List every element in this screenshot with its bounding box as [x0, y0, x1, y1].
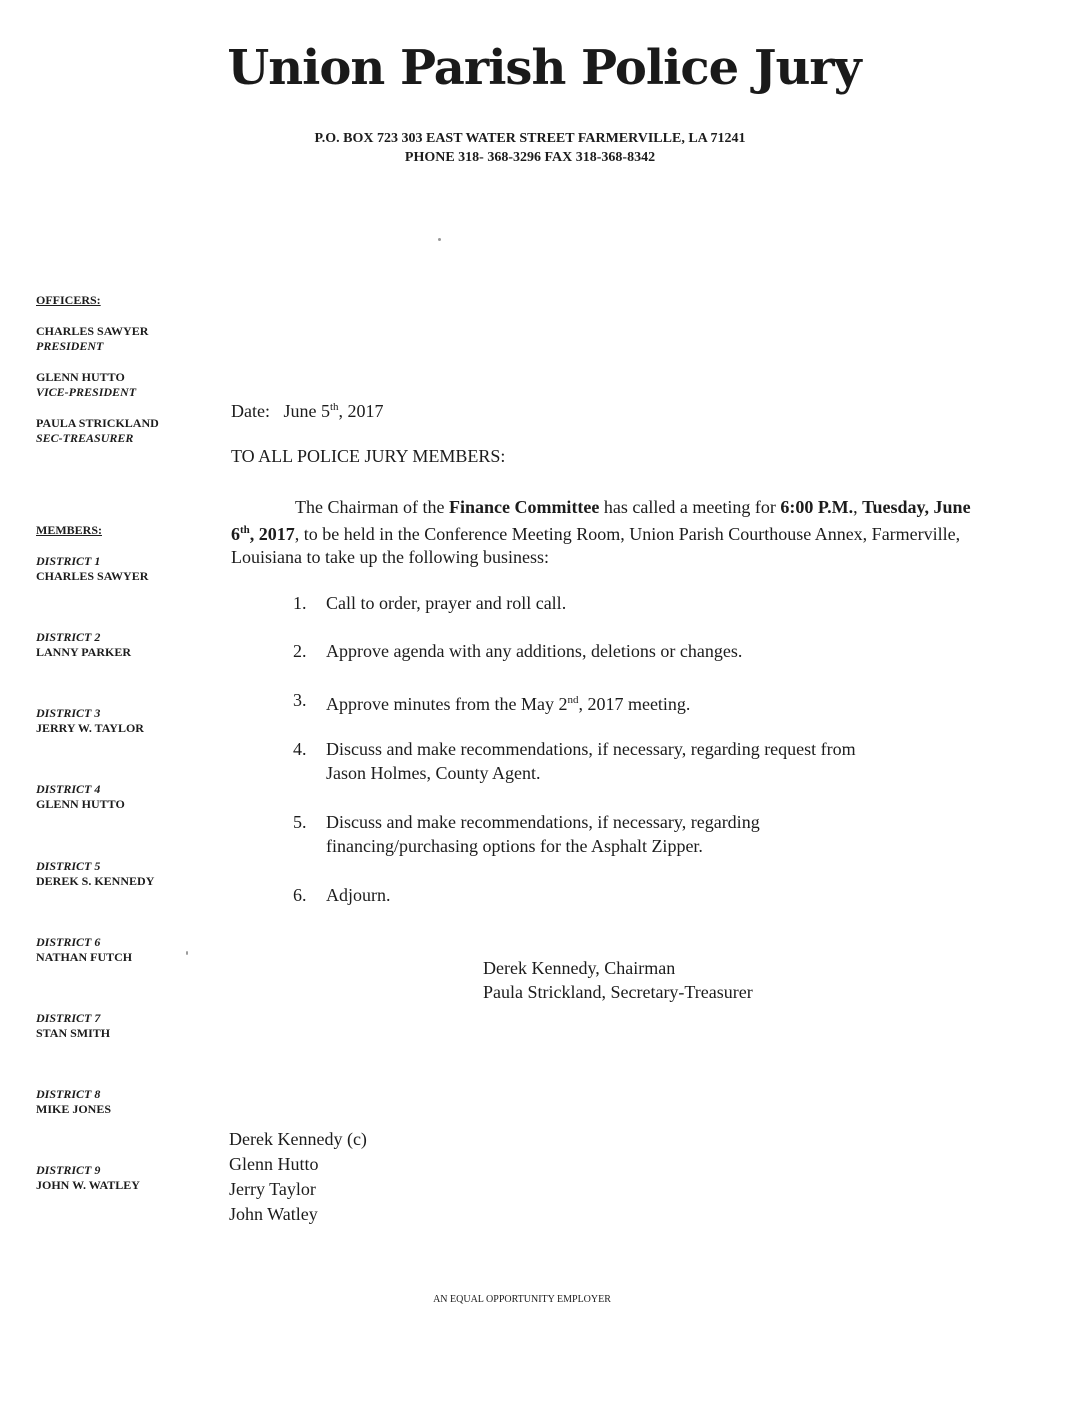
scan-speck [186, 951, 188, 955]
member-entry: DISTRICT 3 JERRY W. TAYLOR [36, 706, 144, 735]
signature-block: Derek Kennedy, Chairman Paula Strickland, Secretary-Treasurer [483, 958, 753, 1002]
member-entry: DISTRICT 8 MIKE JONES [36, 1087, 112, 1116]
officer-entry: CHARLES SAWYER PRESIDENT [36, 324, 149, 353]
letterhead-title: Union Parish Police Jury [227, 40, 861, 96]
officer-entry: PAULA STRICKLAND SEC-TREASURER [36, 416, 159, 445]
scan-speck [438, 238, 441, 241]
letter-intro: The Chairman of the Finance Committee has called a meeting for 6:00 P.M., Tuesday, June 6th, 2017, to be held in the Conference Meeting Room, Union Parish Courthouse Annex, Farmerville, Louisiana to take up the following business: [231, 497, 971, 567]
member-entry: DISTRICT 4 GLENN HUTTO [36, 782, 125, 811]
letterhead-address: P.O. BOX 723 303 EAST WATER STREET FARMERVILLE, LA 71241 [314, 131, 746, 146]
letter-salutation: TO ALL POLICE JURY MEMBERS: [231, 446, 506, 466]
member-entry: DISTRICT 9 JOHN W. WATLEY [36, 1163, 140, 1192]
member-entry: DISTRICT 5 DEREK S. KENNEDY [36, 859, 155, 888]
officers-heading: OFFICERS: [36, 293, 101, 307]
letterhead-phone: PHONE 318- 368-3296 FAX 318-368-8342 [404, 150, 656, 165]
letter-page: Union Parish Police Jury P.O. BOX 723 303 EAST WATER STREET FARMERVILLE, LA 71241 PHONE 318- 368-3296 FAX 318-368-8342 OFFICERS: CHARLES SAWYER PRESIDENT GLENN HUTTO VICE-PRESIDENT PAULA STRICKLAND SEC-TREASURER MEMBERS: DISTRICT 1 CHARLES SAWYER DISTRICT 2 LANNY PARKER DISTRICT 3 JERRY W. TAYLOR DISTRICT 4 GLENN HUTTO DISTRICT 5 DEREK S. KENNEDY DISTRICT 6 NATHAN FUTCH DISTRICT 7 STAN SMITH DISTRICT 8 MIKE JONES DISTRICT 9 JOHN W. WATLEY Date: June 5th, 2017 TO ALL POLICE JURY MEMBERS: The Chairman of the Finance Committee has called a meeting for 6:00 P.M., Tuesday, June 6th, 2017, to be held in the Conference Meeting Room, Union Parish Courthouse Annex, Farmerville, Louisiana to take up the following business: 1. Call to order, prayer and roll call. 2. Approve agenda with any additions, deletions or changes. 3. Approve minutes from the May 2nd, 2017 meeting. 4. Discuss and make recommendations, if necessary, regarding request from Jason Holmes, County Agent. 5. Discuss and make recommendations, if necessary, regarding financing/purchasing options for the Asphalt Zipper. 6. Adjourn. Derek Kennedy, Chairman Paula Strickland, Secretary-Treasurer Derek Kennedy (c) Glenn Hutto Jerry Taylor John Watley AN EQUAL OPPORTUNITY EMPLOYER [0, 0, 1088, 1408]
member-entry: DISTRICT 6 NATHAN FUTCH [36, 935, 133, 964]
letter-date: Date: June 5th, 2017 [231, 401, 384, 421]
member-entry: DISTRICT 1 CHARLES SAWYER [36, 554, 149, 583]
footer-note: AN EQUAL OPPORTUNITY EMPLOYER [433, 1294, 611, 1305]
member-entry: DISTRICT 2 LANNY PARKER [36, 630, 131, 659]
member-entry: DISTRICT 7 STAN SMITH [36, 1011, 111, 1040]
committee-members-list: Derek Kennedy (c) Glenn Hutto Jerry Taylor John Watley [229, 1129, 367, 1224]
officer-entry: GLENN HUTTO VICE-PRESIDENT [36, 370, 137, 399]
members-heading: MEMBERS: [36, 523, 102, 537]
